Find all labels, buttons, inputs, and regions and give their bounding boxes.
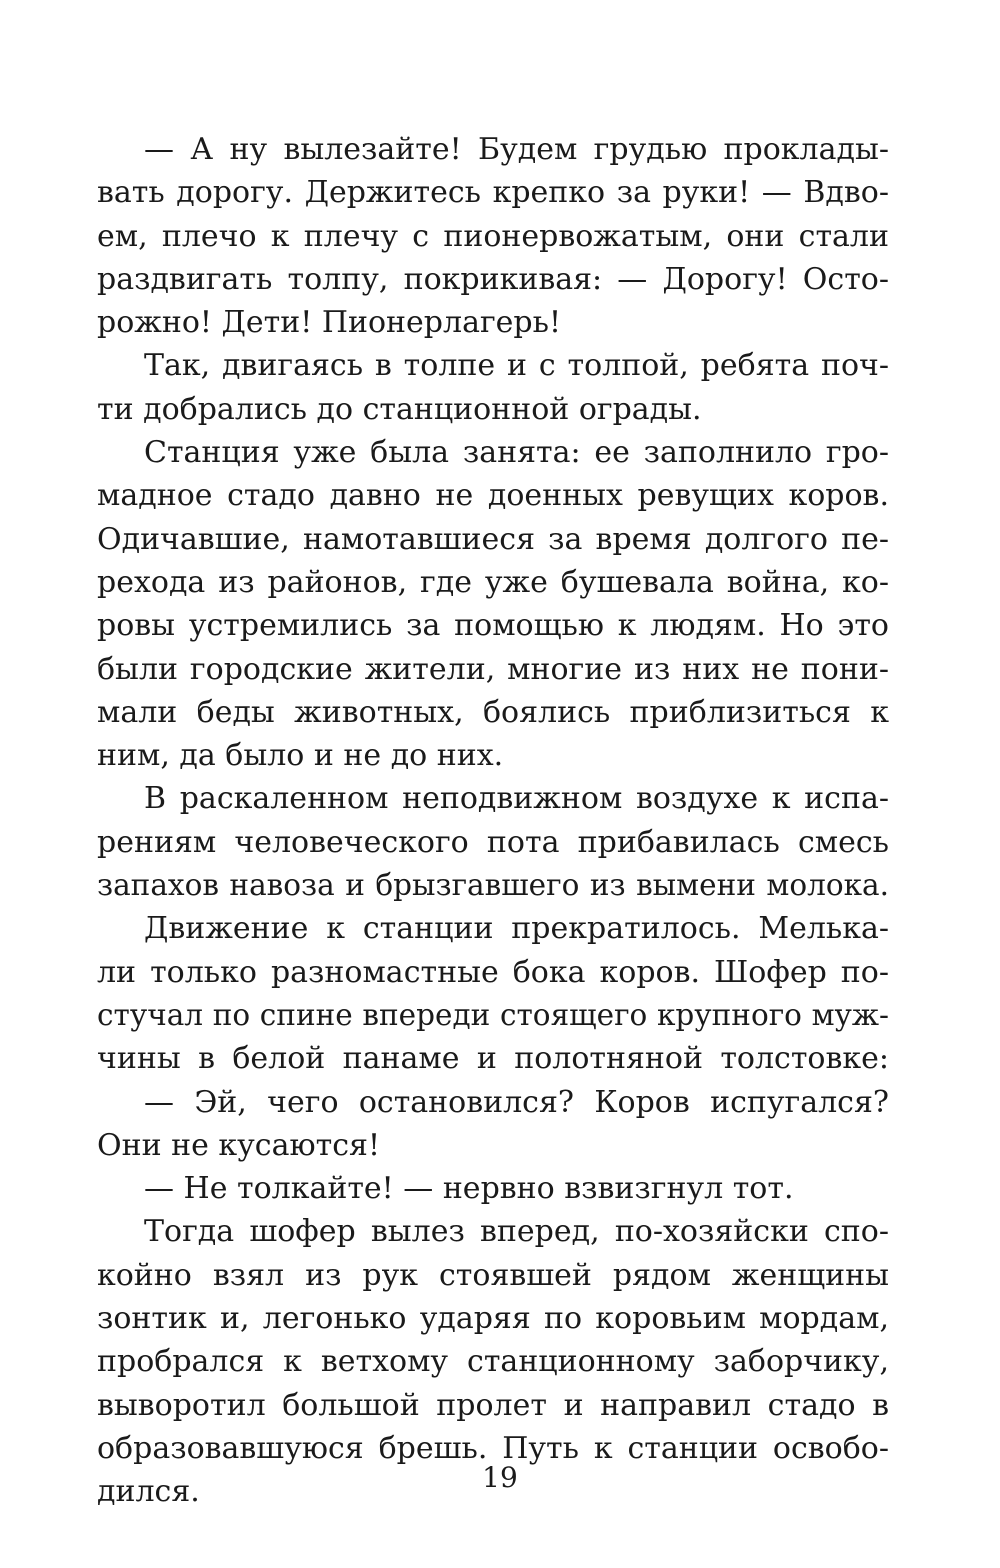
text-line: вать дорогу. Держитесь крепко за руки! — Вдво- (97, 175, 889, 211)
text-line: дился. (97, 1474, 200, 1510)
text-line: стучал по спине впереди стоящего крупного муж- (97, 997, 889, 1032)
text-line: запахов навоза и брызгавшего из вымени молока. (97, 868, 889, 903)
text-line: рехода из районов, где уже бушевала война, ко- (97, 564, 889, 600)
text-line: Так, двигаясь в толпе и с толпой, ребята поч- (144, 348, 889, 384)
text-line: рожно! Дети! Пионерлагерь! (97, 305, 562, 341)
text-line: зонтик и, легонько ударяя по коровьим мордам, (97, 1301, 889, 1337)
text-line: — А ну вылезайте! Будем грудью проклады- (144, 132, 889, 167)
text-line: рениям человеческого пота прибавилась смесь (97, 824, 889, 860)
text-line: ли только разномастные бока коров. Шофер по- (97, 954, 889, 990)
text-line: ти добрались до станционной ограды. (97, 391, 702, 427)
text-line: образовавшуюся брешь. Путь к станции освобо- (97, 1430, 889, 1466)
text-line: ним, да было и не до них. (97, 738, 504, 774)
text-line: раздвигать толпу, покрикивая: — Дорогу! Осто- (97, 261, 889, 297)
text-line: пробрался к ветхому станционному заборчику, (97, 1344, 889, 1380)
text-line: мали беды животных, боялись приблизиться к (97, 694, 889, 730)
text-line: ровы устремились за помощью к людям. Но это (97, 608, 889, 644)
text-line: В раскаленном неподвижном воздухе к испа- (144, 781, 889, 817)
page-number: 19 (482, 1461, 518, 1494)
body-text (97, 128, 889, 1514)
text-line: Они не кусаются! (97, 1127, 380, 1163)
text-line: ем, плечо к плечу с пионервожатым, они стали (97, 218, 889, 254)
text-line: Станция уже была занята: ее заполнило гро- (144, 435, 889, 471)
text-line: чины в белой панаме и полотняной толстовке: (97, 1041, 889, 1077)
text-line: — Эй, чего остановился? Коров испугался? (144, 1084, 889, 1120)
text-line: были городские жители, многие из них не пони- (97, 651, 889, 687)
text-line: — Не толкайте! — нервно взвизгнул тот. (144, 1171, 794, 1207)
text-line: Тогда шофер вылез вперед, по-хозяйски спо- (144, 1214, 889, 1250)
text-line: мадное стадо давно не доенных ревущих коров. (97, 478, 889, 514)
text-line: Одичавшие, намотавшиеся за время долгого пе- (97, 521, 889, 557)
text-line: Движение к станции прекратилось. Мелька- (144, 911, 889, 947)
text-line: койно взял из рук стоявшей рядом женщины (97, 1257, 889, 1293)
text-line: выворотил большой пролет и направил стадо в (97, 1387, 889, 1423)
